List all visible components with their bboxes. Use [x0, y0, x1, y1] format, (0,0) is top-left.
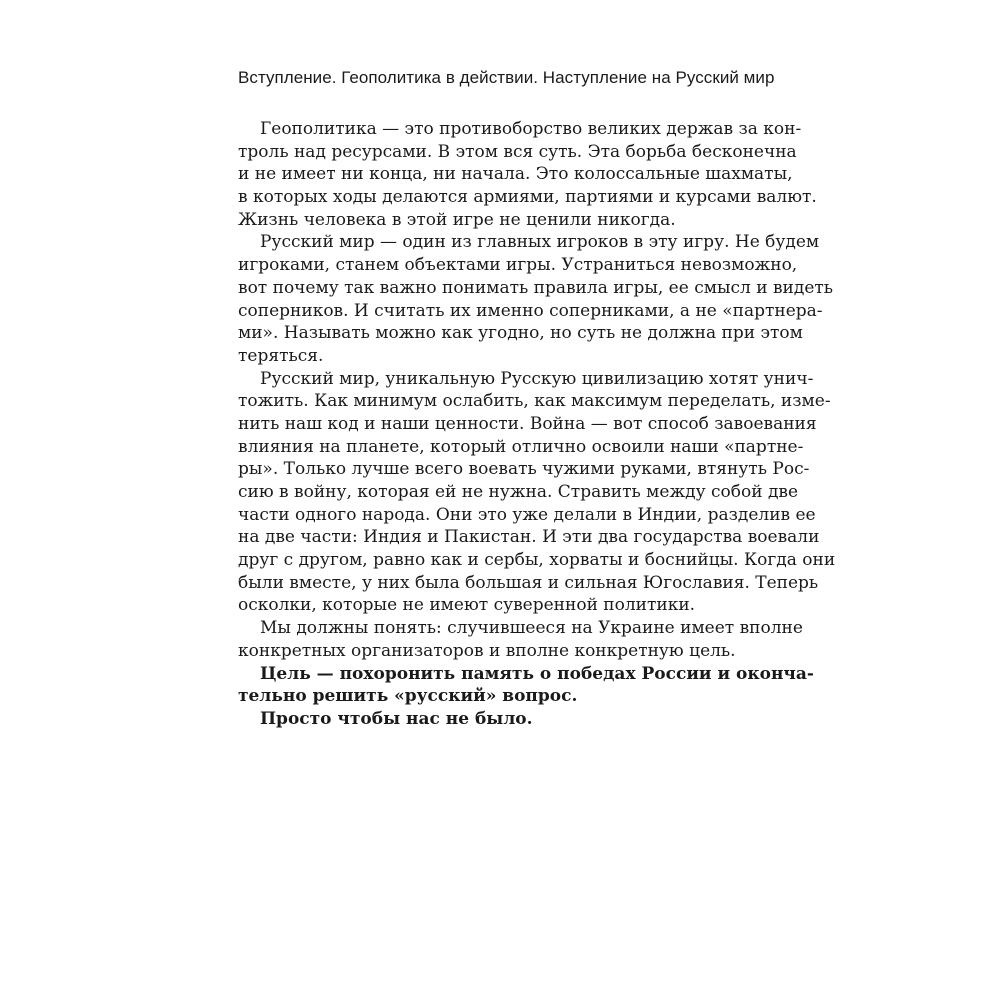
- paragraph: [238, 118, 817, 231]
- paragraph: [238, 708, 758, 731]
- paragraph: [238, 663, 814, 708]
- text-line: части одного народа. Они это уже делали в Индии, разделив ее: [238, 504, 816, 525]
- text-line: Цель — похоронить память о победах России и оконча-: [260, 663, 814, 684]
- text-line: нить наш код и наши ценности. Война — вот способ завоевания: [238, 413, 817, 434]
- text-line: ры». Только лучше всего воевать чужими руками, втянуть Рос-: [238, 459, 810, 480]
- text-line: тожить. Как минимум ослабить, как максимум переделать, изме-: [238, 391, 831, 412]
- text-line: друг с другом, равно как и сербы, хорваты и боснийцы. Когда они: [238, 550, 836, 571]
- text-line: были вместе, у них была большая и сильная Югославия. Теперь: [238, 572, 819, 593]
- text-line: ми». Называть можно как угодно, но суть не должна при этом: [238, 323, 803, 344]
- text-line: Жизнь человека в этой игре не ценили никогда.: [238, 209, 676, 230]
- text-line: вот почему так важно понимать правила игры, ее смысл и видеть: [238, 277, 834, 298]
- text-line: конкретных организаторов и вполне конкретную цель.: [238, 640, 736, 661]
- running-header: Вступление. Геополитика в действии. Наступление на Русский мир: [238, 68, 775, 87]
- paragraph: [238, 231, 834, 367]
- text-line: Русский мир — один из главных игроков в эту игру. Не будем: [260, 232, 820, 253]
- text-line: сию в войну, которая ей не нужна. Стравить между собой две: [238, 482, 799, 502]
- text-line: на две части: Индия и Пакистан. И эти два государства воевали: [238, 527, 820, 548]
- text-line: Русский мир, уникальную Русскую цивилизацию хотят унич-: [260, 368, 814, 389]
- text-line: тельно решить «русский» вопрос.: [238, 686, 578, 707]
- text-line: и не имеет ни конца, ни начала. Это колоссальные шахматы,: [238, 164, 793, 185]
- text-line: теряться.: [238, 345, 324, 366]
- body-text: [238, 118, 836, 731]
- paragraph: [238, 617, 803, 662]
- text-line: осколки, которые не имеют суверенной политики.: [238, 595, 696, 616]
- paragraph: [238, 368, 836, 618]
- text-line: Просто чтобы нас не было.: [260, 708, 533, 729]
- text-line: в которых ходы делаются армиями, партиями и курсами валют.: [238, 187, 817, 208]
- text-line: Геополитика — это противоборство великих держав за кон-: [260, 119, 802, 139]
- text-line: Мы должны понять: случившееся на Украине имеет вполне: [260, 618, 803, 639]
- text-line: троль над ресурсами. В этом вся суть. Эта борьба бесконечна: [238, 141, 797, 162]
- text-line: игроками, станем объектами игры. Устраниться невозможно,: [238, 255, 798, 276]
- text-line: соперников. И считать их именно соперниками, а не «партнера-: [238, 300, 823, 321]
- text-line: влияния на планете, который отлично освоили наши «партне-: [238, 436, 804, 457]
